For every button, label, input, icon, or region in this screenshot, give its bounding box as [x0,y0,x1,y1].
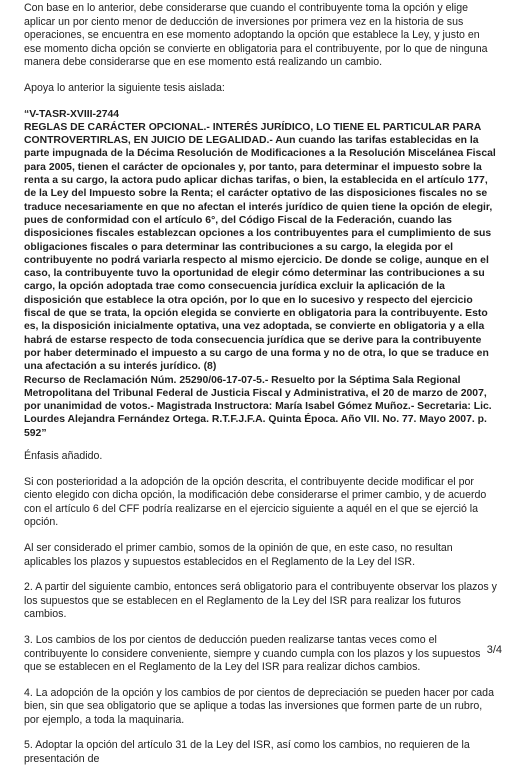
support-line: Apoya lo anterior la siguiente tesis aislada: [24,81,225,94]
intro-paragraph: Con base en lo anterior, debe considerarse que cuando el contribuyente toma la opción y elige aplicar un por ciento menor de deducción de inversiones por primera vez en la historia de sus operaciones, se encuentra en ese momento adoptando la opción que establece la Ley, y justo en ese momento dicha opción se convierte en obligatoria para el contribuyente, por lo que de ninguna manera debe considerarse que en ese momento está realizando un cambio. [24,2,488,69]
thesis-citation: Recurso de Reclamación Núm. 25290/06-17-07-5.- Resuelto por la Séptima Sala Regional Metropolitana del Tribunal Federal de Justicia Fiscal y Administrativa, el 20 de marzo de 2007, por unanimidad de votos.- Magistrada Instructora: María Isabel Gómez Muñoz.- Secretaria: Lic. Lourdes Alejandra Fernández Ortega. R.T.F.J.F.A. Quinta Época. Año VII. No. 77. Mayo 2007. p. 592” [24,374,492,439]
list-item: 2. A partir del siguiente cambio, entonces será obligatorio para el contribuyente observar los plazos y los supuestos que se establecen en el Reglamento de la Ley del ISR para realizar los futuros cambios. [24,581,497,621]
page-number: 3/4 [486,644,502,656]
paragraph-first-change: Al ser considerado el primer cambio, somos de la opinión de que, en este caso, no resultan aplicables los plazos y supuestos establecidos en el Reglamento de la Ley del ISR. [24,541,453,568]
list-item: 3. Los cambios de los por cientos de deducción pueden realizarse tantas veces como el contribuyente lo considere conveniente, siempre y cuando cumpla con los plazos y los supuestos que se establecen en el Reglamento de la Ley del ISR para realizar dichos cambios. [24,633,481,674]
paragraph-change: Si con posterioridad a la adopción de la opción descrita, el contribuyente decide modificar el por ciento elegido con dicha opción, la modificación debe considerarse el primer cambio, y de acuerdo con el artículo 6 del CFF podría realizarse en el ejercicio siguiente a aquél en el que se ejerció la opción. [24,475,487,529]
thesis-heading: REGLAS DE CARÁCTER OPCIONAL.- INTERÉS JURÍDICO, LO TIENE EL PARTICULAR PARA [24,121,482,133]
thesis-id: “V-TASR-XVIII-2744 [24,108,120,120]
thesis-body: CONTROVERTIRLAS, EN JUICIO DE LEGALIDAD.- Aun cuando las tarifas establecidas en la parte impugnada de la Décima Resolución de Modificaciones a la Resolución Miscelánea Fiscal para 2005, tienen el carácter de opcionales y, por tanto, para determinar el impuesto sobre la renta a su cargo, la actora pudo aplicar dichas tarifas, o bien, la establecida en el artículo 177, de la Ley del Impuesto sobre la Renta; el carácter optativo de las disposiciones fiscales no se traduce necesariamente en que no afectan el interés jurídico de quien tiene la opción de elegir, pues de conformidad con el artículo 6°, del Código Fiscal de la Federación, cuando las disposiciones fiscales establezcan opciones a los contribuyentes para el cumplimiento de sus obligaciones fiscales o para determinar las contribuciones a su cargo, la elegida por el contribuyente no podrá variarla respecto al mismo ejercicio. De donde se colige, aunque en el caso, la contribuyente tuvo la oportunidad de elegir cómo determinar las contribuciones a su cargo, la opción adoptada trae como consecuencia jurídica excluir la aplicación de la disposición que establece la otra opción, por lo que en lo sucesivo y respecto del ejercicio fiscal de que se trata, la opción elegida se convierte en obligatoria para la contribuyente. Esto es, la disposición inicialmente optativa, una vez adoptada, se convierte en obligatoria y a ella habrá de estarse respecto de toda consecuencia jurídica que se derive para la contribuyente por haber determinado el impuesto a su cargo de una forma y no de otra, lo que se traduce en una afectación a su interés jurídico. (8) [24,135,496,373]
list-item: 5. Adoptar la opción del artículo 31 de la Ley del ISR, así como los cambios, no requieren de la presentación de [24,739,470,766]
thesis-quote [24,108,498,440]
document-page [24,2,498,779]
list-item: 4. La adopción de la opción y los cambios de por cientos de depreciación se pueden hacer por cada bien, sin que sea obligatorio que se aplique a todas las inversiones que formen parte de un rubro, por ejemplo, a toda la maquinaria. [24,686,494,726]
emphasis-note: Énfasis añadido. [24,449,103,462]
